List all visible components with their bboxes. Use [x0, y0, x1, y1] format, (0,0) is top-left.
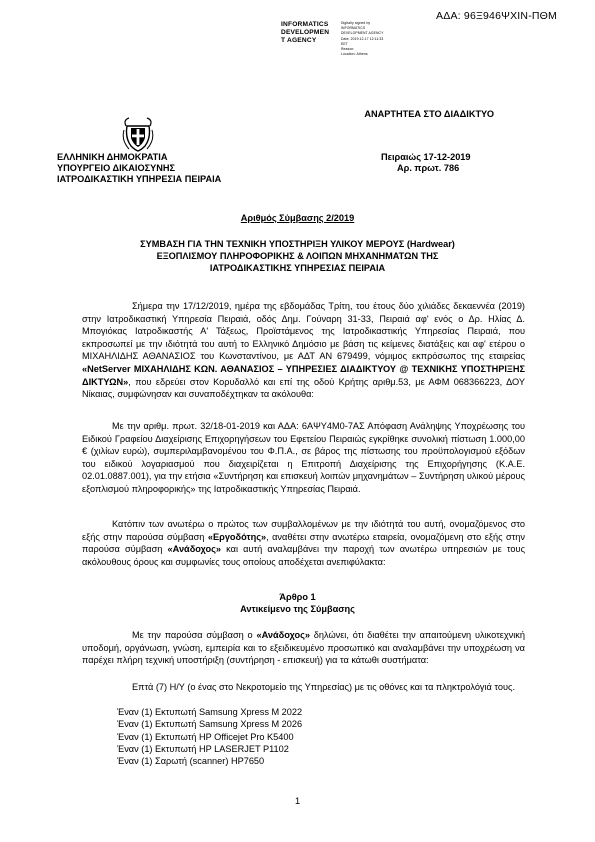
paragraph-contractor-declaration: Με την παρούσα σύμβαση ο «Ανάδοχος» δηλώνει, ότι διαθέτει την απαιτούμενη υλικοτεχνική υποδομή, οργάνωση, γνώση, εμπειρία και το εξειδικευμένο προσωπικό και αναλαμβάνει την υποχρέωση να παρέχει πλήρη τεχνική υποστήριξη (συντήρηση - επισκευή) για τα κάτωθι συστήματα: — [82, 630, 525, 666]
equipment-list — [117, 706, 302, 767]
paragraph-computers: Επτά (7) Η/Υ (ο ένας στο Νεκροτομείο της Υπηρεσίας) με τις οθόνες και τα πληκτρολόγιά τους. — [132, 682, 516, 692]
article-title: Αντικείμενο της Σύμβασης — [240, 604, 355, 614]
list-item: Έναν (1) Εκτυπωτή Samsung Xpress M 2022 — [117, 707, 303, 717]
ada-code: ΑΔΑ: 96Ξ946ΨΧΙΝ-ΠΘΜ — [436, 10, 557, 22]
publish-note: ΑΝΑΡΤΗΤΕΑ ΣΤΟ ΔΙΑΔΙΚΤΥΟ — [364, 109, 494, 119]
greek-emblem-icon — [121, 116, 155, 152]
paragraph-parties: Σήμερα την 17/12/2019, ημέρα της εβδομάδας Τρίτη, του έτους δύο χιλιάδες δεκαεννέα (2019) στην Ιατροδικαστική Υπηρεσία Πειραιά, οδός Δημ. Γούναρη 31-33, Πειραιά αφ' ενός ο Δρ. Ηλίας Δ. Μπογιόκας Ιατροδικαστής Α' Τάξεως, Προϊστάμενος της Ιατροδικαστικής Υπηρεσίας Πειραιά, που εκπροσωπεί με την ιδιότητά του αυτή το Ελληνικό Δημόσιο με βάση τις κείμενες διατάξεις και αφ' ετέρου ο ΜΙΧΑΗΛΙΔΗΣ ΑΘΑΝΑΣΙΟΣ του Κωνσταντίνου, με ΑΔΤ ΑΝ 679499, νόμιμος εκπρόσωπος της εταιρείας «NetServer ΜΙΧΑΗΛΙΔΗΣ ΚΩΝ. ΑΘΑΝΑΣΙΟΣ – ΥΠΗΡΕΣΙΕΣ ΔΙΑΔΙΚΤΥΟΥ @ ΤΕΧΝΙΚΗΣ ΥΠΟΣΤΗΡΙΞΗΣ ΔΙΚΤΥΩΝ», που εδρεύει στον Κορυδαλλό και επί της οδού Κρήτης αριθμ.53, με ΑΦΜ 068366223, ΔΟΥ Νίκαιας, συμφώνησαν και συναποδέχτηκαν τα ακόλουθα: — [82, 301, 525, 400]
contract-number: Αριθμός Σύμβασης 2/2019 — [240, 213, 355, 223]
paragraph-funding: Με την αριθμ. πρωτ. 32/18-01-2019 και ΑΔΑ: 6ΑΨΥ4Μ0-7ΑΣ Απόφαση Ανάληψης Υποχρέωσης του Ειδικού Γραφείου Διαχείρισης Επιχορηγήσεων του Εφετείου Πειραιώς εγκρίθηκε συνολική πίστωση 1.000,00 € (χιλίων ευρώ), συμπεριλαμβανομένου του Φ.Π.Α., σε βάρος της πίστωσης του προϋπολογισμού εξόδων του ειδικού λογαριασμού που διαχειρίζεται η Επιτροπή Διαχείρισης της Επιχορήγησης (Κ.Α.Ε. 02.01.0887.001), για την ετήσια «Συντήρηση και επισκευή λοιπών μηχανημάτων – Συντήρηση υλικού μέρους εξοπλισμού πληροφορικής» της Ιατροδικαστικής Υπηρεσίας Πειραιά. — [82, 421, 525, 494]
list-item: Έναν (1) Σαρωτή (scanner) HP7650 — [117, 756, 265, 767]
protocol-number: Αρ. πρωτ. 786 — [397, 163, 460, 173]
logo-main-text: INFORMATICS DEVELOPMEN T AGENCY — [281, 21, 330, 45]
list-item: Έναν (1) Εκτυπωτή Samsung Xpress M 2026 — [117, 719, 303, 730]
list-item: Έναν (1) Εκτυπωτή HP LASERJET P1102 — [117, 743, 289, 754]
contract-title: ΣΥΜΒΑΣΗ ΓΙΑ ΤΗΝ ΤΕΧΝΙΚΗ ΥΠΟΣΤΗΡΙΞΗ ΥΛΙΚΟΥ ΜΕΡΟΥΣ (Hardwear) ΕΞΟΠΛΙΣΜΟΥ ΠΛΗΡΟΦΟΡΙΚΗΣ & ΛΟΙΠΩΝ ΜΗΧΑΝΗΜΑΤΩΝ ΤΗΣ ΙΑΤΡΟΔΙΚΑΣΤΙΚΗΣ ΥΠΗΡΕΣΙΑΣ ΠΕΙΡΑΙΑ — [140, 239, 455, 273]
paragraph-assignment: Κατόπιν των ανωτέρω ο πρώτος των συμβαλλομένων με την ιδιότητά του αυτή, ονομαζόμενος στο εξής στην παρούσα σύμβαση «Εργοδότης», αναθέτει στην ανωτέρω εταιρεία, ονομαζόμενη στο εξής στην παρούσα σύμβαση «Ανάδοχος» και αυτή αναλαμβάνει την παροχή των ανωτέρω υπηρεσιών με τους ακόλουθους όρους και συμφωνίες τους οποίους αποδέχεται ανεπιφύλακτα: — [82, 519, 526, 567]
article-number: Άρθρο 1 — [279, 592, 316, 602]
date-protocol-block — [381, 152, 471, 174]
signature-logo — [281, 21, 391, 55]
list-item: Έναν (1) Εκτυπωτή HP Officejet Pro K5400 — [117, 731, 294, 742]
article-heading — [0, 591, 595, 615]
page-number: 1 — [294, 796, 301, 806]
issuer-block: ΕΛΛΗΝΙΚΗ ΔΗΜΟΚΡΑΤΙΑ ΥΠΟΥΡΓΕΙΟ ΔΙΚΑΙΟΣΥΝΗΣ ΙΑΤΡΟΔΙΚΑΣΤΙΚΗ ΥΠΗΡΕΣΙΑ ΠΕΙΡΑΙΑ — [57, 152, 222, 184]
contractor-company-name: «NetServer ΜΙΧΑΗΛΙΔΗΣ ΚΩΝ. ΑΘΑΝΑΣΙΟΣ – ΥΠΗΡΕΣΙΕΣ ΔΙΑΔΙΚΤΥΟΥ @ ΤΕΧΝΙΚΗΣ ΥΠΟΣΤΗΡΙΞΗΣ ΔΙΚΤΥΩΝ» — [82, 363, 525, 387]
document-date: Πειραιώς 17-12-2019 — [381, 152, 471, 162]
logo-signature-details: Digitally signed by INFORMATICS DEVELOPMENT AGENCY Date: 2019.12.17 12:11:33 EET Reason: Location: Athens — [341, 21, 384, 57]
